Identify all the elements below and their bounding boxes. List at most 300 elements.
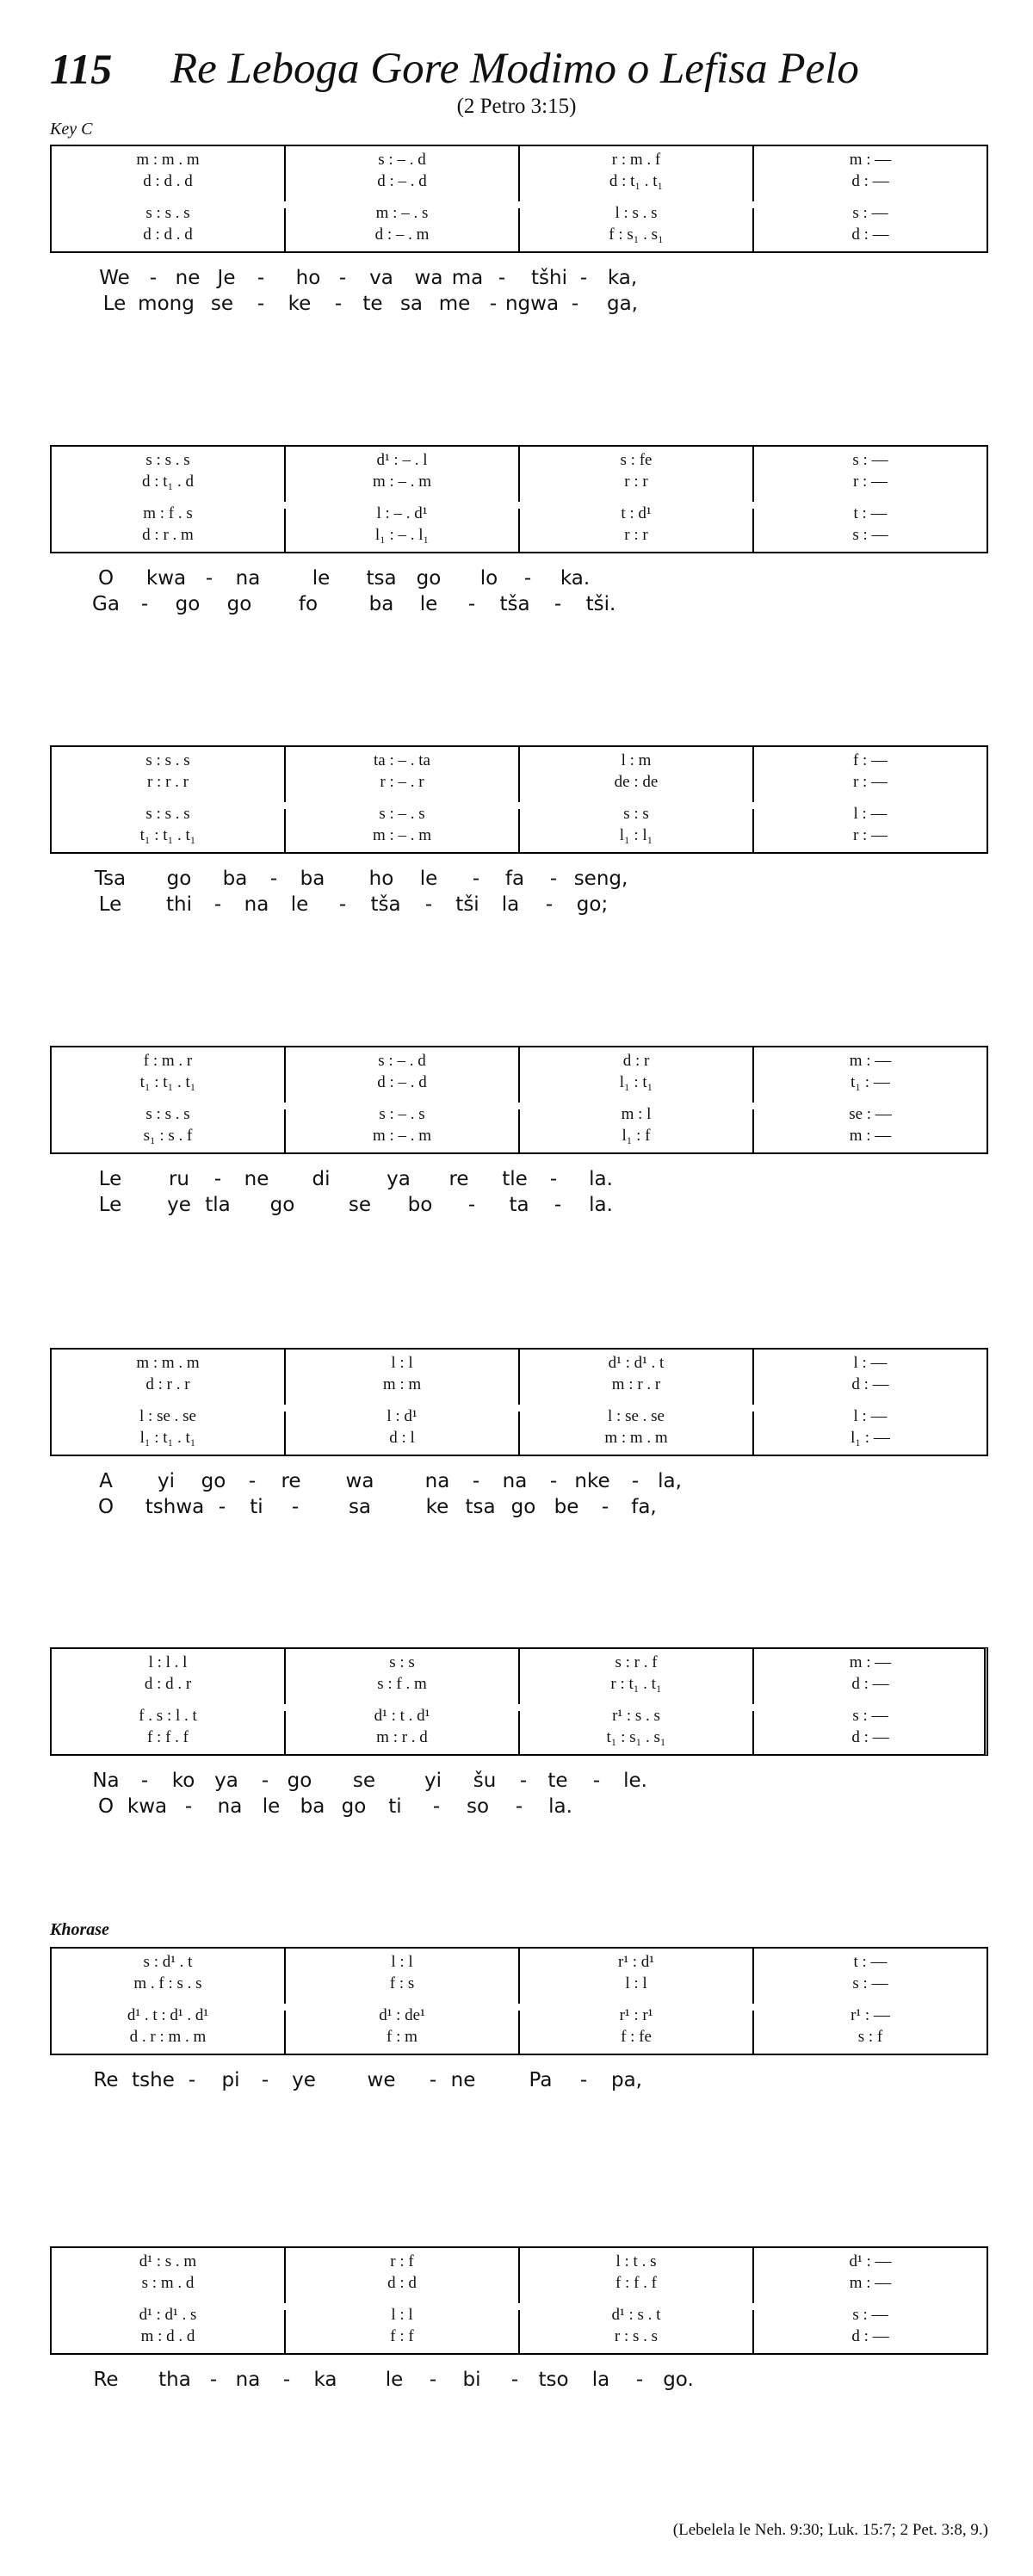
syllable: la [591,2369,610,2391]
solfa-notes: s : f [857,2028,883,2046]
measure [520,447,754,552]
voice-part-bass [286,225,518,245]
measure [520,2248,754,2353]
voice-part-alto [286,772,518,793]
solfa-notes: m : — [849,151,892,169]
lyric-line-verse-1 [50,1166,988,1192]
measure [52,146,286,251]
syllable: pi [221,2069,240,2091]
lyric-line-verse-1 [50,2067,988,2093]
tonic-solfa-staff [50,1348,988,1456]
voice-part-alto [52,171,284,192]
syllable: thi [166,893,192,916]
syllable: go [416,567,442,590]
voice-part-alto [286,1072,518,1093]
voice-part-bass [52,2027,284,2048]
syllable: - [519,1770,528,1792]
lyrics [50,1166,988,1221]
syllable: ho [295,267,321,289]
voice-part-tenor [286,2005,518,2026]
solfa-notes: d : — [851,1375,889,1393]
syllable: ye [292,2069,316,2091]
syllable: - [209,2369,218,2391]
solfa-notes: m : – . m [372,1127,432,1145]
syllable: ne [175,267,201,289]
voice-part-alto [52,472,284,492]
measure [754,1949,987,2054]
voice-part-tenor [286,503,518,524]
solfa-notes: l : m [621,751,652,769]
measure [520,1949,754,2054]
voice-part-soprano [286,1952,518,1973]
solfa-notes: t₁ : — [851,1073,890,1091]
syllable: ke [425,1496,449,1518]
syllable: go; [576,893,609,916]
syllable: - [515,1795,523,1818]
voice-part-bass [520,1727,752,1748]
solfa-notes: se : — [849,1105,892,1123]
measure [52,2248,286,2353]
voice-part-tenor [52,1406,284,1427]
lyric-line-verse-1 [50,2367,988,2393]
solfa-notes: r¹ : — [851,2006,890,2024]
solfa-notes: m . f : s . s [133,1974,202,1992]
solfa-notes: r : — [852,826,888,844]
footnote: (Lebelela le Neh. 9:30; Luk. 15:7; 2 Pet. 3:8, 9.) [672,2521,988,2539]
syllable: ne [450,2069,476,2091]
solfa-notes: f : — [852,751,888,769]
music-system-5 [50,1348,988,1529]
voice-part-soprano [520,1952,752,1973]
syllable: - [467,593,476,615]
voice-part-soprano [286,1051,518,1072]
solfa-notes: m : — [849,2274,892,2292]
measure [286,747,520,852]
measure [754,1649,987,1754]
voice-part-alto [286,1974,518,1994]
lyrics [50,2367,988,2422]
solfa-notes: f : fe [621,2028,652,2046]
voice-part-bass [52,1428,284,1449]
syllable: te [547,1770,568,1792]
voice-part-soprano [754,1353,987,1374]
solfa-notes: d : t₁ . d [142,473,194,491]
measure [286,1047,520,1152]
voice-part-alto [754,772,987,793]
lyric-line-verse-2 [50,1192,988,1218]
lyrics [50,1468,988,1523]
solfa-notes: r : t₁ . t₁ [610,1675,662,1693]
voice-part-alto [520,772,752,793]
syllable: le [262,1795,281,1818]
syllable: sa [399,293,424,315]
syllable: la. [548,1795,572,1818]
syllable: tshe [132,2069,175,2091]
syllable: wa [345,1470,374,1492]
syllable: re [281,1470,301,1492]
scripture-reference: (2 Petro 3:15) [456,95,577,118]
solfa-notes: d¹ . t : d¹ . d¹ [127,2006,209,2024]
solfa-notes: s : — [852,451,888,469]
solfa-notes: l₁ : l₁ [619,826,653,844]
voice-part-bass [754,1428,987,1449]
voice-part-bass [286,2027,518,2048]
voice-part-tenor [520,1706,752,1727]
solfa-notes: d : d [387,2274,417,2292]
chorus-label: Khorase [50,1920,109,1939]
solfa-notes: d : — [851,172,889,190]
syllable: Le [98,893,122,916]
measure [754,1350,987,1455]
hymn-number: 115 [50,45,113,93]
voice-part-soprano [754,751,987,771]
syllable: le. [623,1770,647,1792]
measure [286,1649,520,1754]
measure [754,2248,987,2353]
solfa-notes: s : s . s [145,805,190,823]
solfa-notes: s : — [852,204,888,222]
solfa-notes: r : – . r [380,773,424,791]
syllable: ru [168,1168,190,1190]
solfa-notes: r¹ : d¹ [618,1953,654,1971]
syllable: - [579,2069,588,2091]
syllable: - [205,567,213,590]
syllable: - [571,293,579,315]
tonic-solfa-staff [50,445,988,553]
solfa-notes: m : – . m [372,473,432,491]
solfa-notes: d¹ : s . m [139,2252,197,2270]
solfa-notes: d : r [622,1052,650,1070]
syllable: tha [158,2369,191,2391]
syllable: Tsa [94,868,127,890]
voice-part-bass [520,2326,752,2347]
syllable: - [432,1795,441,1818]
voice-part-alto [52,2273,284,2294]
voice-part-bass [52,825,284,846]
solfa-notes: d : l [389,1429,415,1447]
solfa-notes: l : l [625,1974,647,1992]
syllable: - [635,2369,644,2391]
syllable: ba [222,868,248,890]
solfa-notes: l : se . se [139,1407,196,1425]
voice-part-alto [754,2273,987,2294]
syllable: - [213,1168,222,1190]
solfa-notes: m : — [849,1127,892,1145]
solfa-notes: l : — [853,805,888,823]
voice-part-bass [52,1727,284,1748]
voice-part-soprano [52,1652,284,1673]
syllable: - [213,893,222,916]
music-system-3 [50,745,988,926]
syllable: bi [462,2369,481,2391]
music-system-4 [50,1046,988,1226]
voice-part-bass [286,1428,518,1449]
measure [52,1649,286,1754]
solfa-notes: m : m . m [604,1429,668,1447]
lyric-line-verse-1 [50,1468,988,1494]
solfa-notes: s₁ : s . f [143,1127,193,1145]
syllable: le [385,2369,404,2391]
syllable: - [489,293,498,315]
voice-part-tenor [754,2005,987,2026]
measure [520,1350,754,1455]
syllable: - [549,1168,558,1190]
syllable: ke [288,293,312,315]
solfa-notes: l : se . se [608,1407,665,1425]
syllable: we [367,2069,396,2091]
voice-part-soprano [520,450,752,471]
solfa-notes: s : fe [620,451,653,469]
voice-part-alto [286,2273,518,2294]
voice-part-bass [286,825,518,846]
solfa-notes: t : — [853,504,888,522]
syllable: be [554,1496,579,1518]
syllable: le [312,567,331,590]
voice-part-soprano [52,751,284,771]
syllable: ya [387,1168,411,1190]
voice-part-bass [520,225,752,245]
solfa-notes: f : f . f [615,2274,657,2292]
syllable: O [97,1795,114,1818]
voice-part-bass [286,1727,518,1748]
syllable: na [424,1470,450,1492]
syllable: - [257,293,265,315]
syllable: - [184,1795,193,1818]
syllable: - [334,293,343,315]
syllable: O [97,567,114,590]
solfa-notes: r¹ : r¹ [619,2006,653,2024]
voice-part-soprano [52,1353,284,1374]
solfa-notes: t₁ : t₁ . t₁ [139,826,196,844]
syllable: šu [473,1770,497,1792]
voice-part-tenor [286,1104,518,1125]
voice-part-bass [754,225,987,245]
syllable: fo [298,593,319,615]
voice-part-soprano [52,1952,284,1973]
syllable: - [498,267,506,289]
voice-part-tenor [52,2005,284,2026]
lyric-line-verse-2 [50,1494,988,1520]
voice-part-alto [520,472,752,492]
tonic-solfa-staff [50,145,988,253]
voice-part-alto [754,472,987,492]
syllable: fa, [631,1496,657,1518]
syllable: kwa [127,1795,168,1818]
syllable: tši [455,893,479,916]
syllable: - [188,2069,196,2091]
voice-part-tenor [52,1706,284,1727]
solfa-notes: d : r . m [142,526,194,544]
solfa-notes: m : d . d [140,2327,195,2345]
lyrics [50,2067,988,2122]
solfa-notes: f : s₁ . s₁ [609,225,664,244]
solfa-notes: de : de [614,773,659,791]
syllable: wa [414,267,443,289]
syllable: - [601,1496,609,1518]
voice-part-soprano [286,1652,518,1673]
solfa-notes: s : r . f [615,1653,658,1671]
syllable: so [466,1795,490,1818]
syllable: We [99,267,130,289]
voice-part-tenor [754,1406,987,1427]
syllable: - [545,893,554,916]
solfa-notes: s : s . s [145,204,190,222]
syllable: se [348,1194,372,1216]
tonic-solfa-staff [50,1046,988,1154]
voice-part-bass [520,825,752,846]
solfa-notes: l₁ : t₁ [619,1073,653,1091]
syllable: go [510,1496,536,1518]
lyrics [50,866,988,921]
syllable: na [235,567,261,590]
voice-part-bass [286,525,518,546]
voice-part-soprano [52,450,284,471]
solfa-notes: d¹ : t . d¹ [374,1707,430,1725]
voice-part-tenor [52,203,284,224]
voice-part-alto [520,1674,752,1695]
measure [520,1047,754,1152]
voice-part-soprano [754,150,987,170]
solfa-notes: r¹ : s . s [612,1707,660,1725]
voice-part-bass [286,1126,518,1146]
voice-part-soprano [286,1353,518,1374]
music-system-8 [50,2246,988,2427]
syllable: - [554,593,562,615]
voice-part-tenor [754,1104,987,1125]
syllable: - [218,1496,226,1518]
voice-part-bass [52,1126,284,1146]
solfa-notes: d¹ : s . t [611,2306,661,2324]
solfa-notes: s : — [852,1707,888,1725]
voice-part-tenor [286,2305,518,2326]
solfa-notes: d : – . m [374,225,430,244]
measure [520,747,754,852]
syllable: kwa [145,567,187,590]
syllable: ngwa [504,293,560,315]
key-signature: Key C [50,120,93,139]
syllable: ma [451,267,484,289]
measure [52,1350,286,1455]
lyric-line-verse-1 [50,866,988,892]
voice-part-bass [754,1727,987,1748]
syllable: va [369,267,393,289]
voice-part-soprano [520,1652,752,1673]
solfa-notes: l : — [853,1407,888,1425]
solfa-notes: r : s . s [614,2327,659,2345]
syllable: ya [214,1770,238,1792]
lyrics [50,265,988,320]
solfa-notes: m : l [621,1105,652,1123]
voice-part-tenor [520,804,752,825]
lyric-line-verse-1 [50,565,988,591]
syllable: go [166,868,192,890]
solfa-notes: t : d¹ [621,504,652,522]
voice-part-bass [520,2027,752,2048]
solfa-notes: s : — [852,2306,888,2324]
syllable: - [269,868,278,890]
syllable: le [419,593,438,615]
syllable: me [438,293,471,315]
voice-part-tenor [52,2305,284,2326]
measure [286,2248,520,2353]
syllable: - [472,1470,480,1492]
voice-part-tenor [286,203,518,224]
syllable: Je [217,267,236,289]
voice-part-soprano [754,2252,987,2272]
measure [754,146,987,251]
syllable: na [244,893,269,916]
voice-part-bass [520,525,752,546]
syllable: - [261,1770,269,1792]
voice-part-soprano [520,1051,752,1072]
syllable: sa [348,1496,372,1518]
voice-part-alto [520,1374,752,1395]
syllable: Pa [529,2069,553,2091]
solfa-notes: r : — [852,773,888,791]
solfa-notes: m : m [382,1375,422,1393]
syllable: le [419,868,438,890]
syllable: ba [368,593,394,615]
syllable: yi [157,1470,175,1492]
measure [754,447,987,552]
solfa-notes: d : d . r [144,1675,192,1693]
solfa-notes: f : m . r [143,1052,193,1070]
voice-part-soprano [52,2252,284,2272]
solfa-notes: r : r [624,473,648,491]
solfa-notes: r : m . f [611,151,661,169]
voice-part-tenor [52,503,284,524]
voice-part-tenor [520,1406,752,1427]
voice-part-soprano [520,1353,752,1374]
voice-part-soprano [520,150,752,170]
syllable: na [217,1795,243,1818]
solfa-notes: t : — [853,1953,888,1971]
voice-part-tenor [754,203,987,224]
syllable: yi [424,1770,442,1792]
solfa-notes: s : – . d [378,151,426,169]
syllable: ti [250,1496,263,1518]
voice-part-alto [286,472,518,492]
solfa-notes: s : – . s [379,805,425,823]
solfa-notes: s : s . s [145,751,190,769]
solfa-notes: r : r [624,526,648,544]
syllable: - [291,1496,300,1518]
solfa-notes: d : — [851,1675,889,1693]
syllable: ka, [607,267,638,289]
syllable: - [248,1470,257,1492]
voice-part-alto [754,1374,987,1395]
voice-part-tenor [754,804,987,825]
syllable: Le [98,1168,122,1190]
syllable: tša [499,593,530,615]
voice-part-alto [754,1072,987,1093]
lyric-line-verse-1 [50,1768,988,1794]
measure [52,747,286,852]
solfa-notes: r : f [390,2252,414,2270]
voice-part-alto [52,1072,284,1093]
music-system-2 [50,445,988,626]
syllable: fa [504,868,525,890]
voice-part-soprano [286,2252,518,2272]
syllable: nke [574,1470,610,1492]
solfa-notes: r : — [852,473,888,491]
syllable: Le [98,1194,122,1216]
tonic-solfa-staff [50,1647,988,1756]
syllable: mong [138,293,195,315]
solfa-notes: l : d¹ [387,1407,418,1425]
measure [52,1949,286,2054]
solfa-notes: l : l [391,1354,413,1372]
